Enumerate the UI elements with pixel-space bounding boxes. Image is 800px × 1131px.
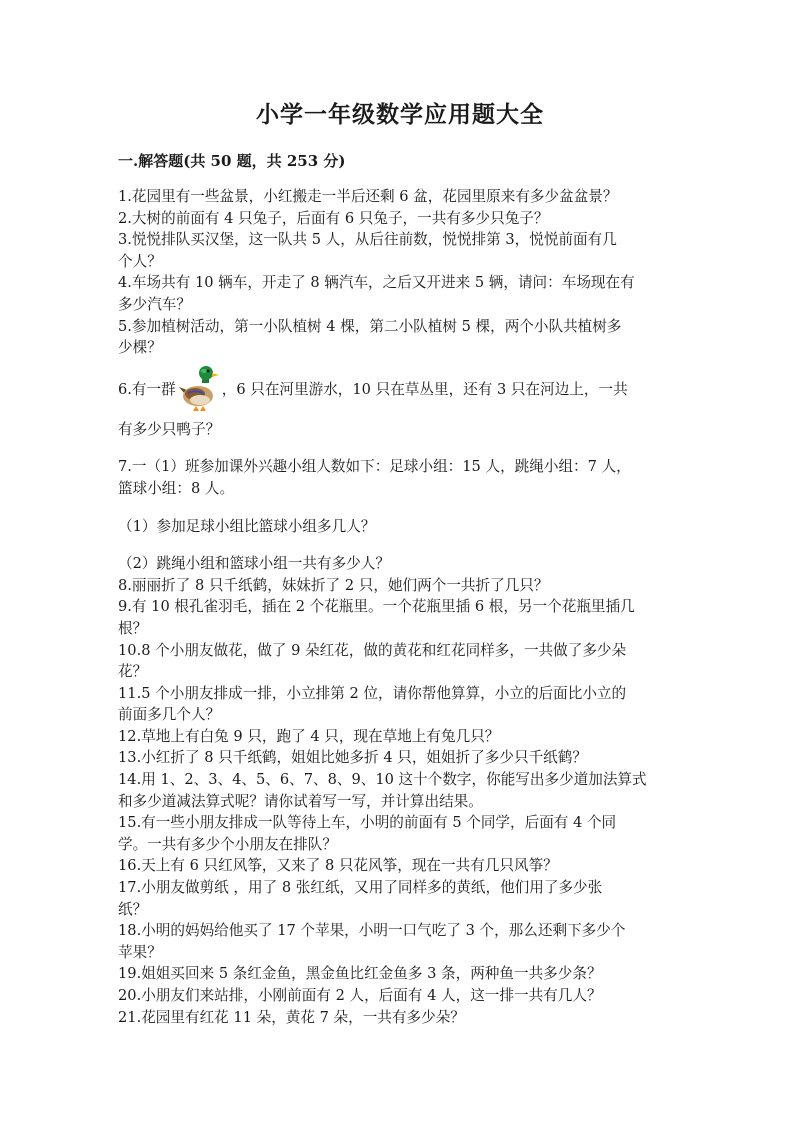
question-19: 19.姐姐买回来 5 条红金鱼，黑金鱼比红金鱼多 3 条，两种鱼一共多少条？	[118, 965, 602, 983]
section-heading: 一.解答题(共 50 题，共 253 分)	[118, 152, 346, 170]
duck-icon	[178, 363, 220, 413]
question-20: 20.小朋友们来站排，小刚前面有 2 人，后面有 4 人，这一排一共有几人？	[118, 987, 602, 1004]
question-6-line-1	[118, 365, 686, 415]
question-9-line-2: 根？	[118, 619, 148, 637]
page-title: 小学一年级数学应用题大全	[256, 101, 544, 128]
question-13: 13.小红折了 8 只千纸鹤，姐姐比她多折 4 只，姐姐折了多少只千纸鹤？	[118, 749, 587, 767]
question-6-text: ，6 只在河里游水，10 只在草丛里，还有 3 只在河边上，一共	[221, 380, 628, 398]
question-list	[118, 186, 686, 1028]
question-17-line-2: 纸？	[118, 900, 148, 918]
question-10-line-2: 花？	[118, 663, 148, 681]
question-6-prefix: 6.有一群	[118, 380, 176, 398]
question-7-line-2: 篮球小组：8 人。	[118, 479, 235, 497]
question-12: 12.草地上有白兔 9 只，跑了 4 只，现在草地上有兔几只？	[118, 727, 500, 745]
question-7-sub-2: （2）跳绳小组和篮球小组一共有多少人？	[118, 555, 390, 573]
question-4-line-1: 4.车场共有 10 辆车，开走了 8 辆汽车，之后又开进来 5 辆，请问：车场现在有	[118, 274, 635, 292]
question-14-line-1: 14.用 1、2、3、4、5、6、7、8、9、10 这十个数字，你能写出多少道加法算式	[118, 771, 647, 789]
question-10-line-1: 10.8 个小朋友做花，做了 9 朵红花，做的黄花和红花同样多，一共做了多少朵	[118, 641, 627, 659]
question-18-line-1: 18.小明的妈妈给他买了 17 个苹果，小明一口气吃了 3 个，那么还剩下多少个	[118, 922, 626, 940]
question-17-line-1: 17.小朋友做剪纸 ，用了 8 张红纸，又用了同样多的黄纸，他们用了多少张	[118, 879, 603, 897]
question-3-line-1: 3.悦悦排队买汉堡，这一队共 5 人，从后往前数，悦悦排第 3，悦悦前面有几	[118, 231, 617, 249]
question-16: 16.天上有 6 只红风筝，又来了 8 只花风筝，现在一共有几只风筝？	[118, 857, 558, 875]
question-5-line-2: 少棵？	[118, 339, 162, 357]
question-18-line-2: 苹果？	[118, 943, 162, 961]
question-8: 8.丽丽折了 8 只千纸鹤，妹妹折了 2 只，她们两个一共折了几只？	[118, 576, 549, 594]
question-11-line-1: 11.5 个小朋友排成一排，小立排第 2 位，请你帮他算算，小立的后面比小立的	[118, 684, 627, 702]
question-7-line-1: 7.一（1）班参加课外兴趣小组人数如下：足球小组：15 人，跳绳小组：7 人，	[118, 458, 631, 476]
question-4-line-2: 多少汽车？	[118, 295, 191, 313]
question-6-line-2: 有多少只鸭子？	[118, 420, 221, 438]
question-9-line-1: 9.有 10 根孔雀羽毛，插在 2 个花瓶里。一个花瓶里插 6 根，另一个花瓶里插几	[118, 598, 635, 616]
question-21: 21.花园里有红花 11 朵，黄花 7 朵，一共有多少朵？	[118, 1008, 465, 1026]
question-2: 2.大树的前面有 4 只兔子，后面有 6 只兔子，一共有多少只兔子？	[118, 209, 549, 227]
question-14-line-2: 和多少道减法算式呢？请你试着写一写，并计算出结果。	[118, 792, 483, 810]
question-11-line-2: 前面多几个人？	[118, 706, 221, 724]
question-15-line-1: 15.有一些小朋友排成一队等待上车，小明的前面有 5 个同学，后面有 4 个同	[118, 814, 617, 832]
question-15-line-2: 学。一共有多少个小朋友在排队？	[118, 835, 337, 853]
question-1: 1.花园里有一些盆景，小红搬走一半后还剩 6 盆，花园里原来有多少盆盆景？	[118, 188, 618, 205]
question-3-line-2: 个人？	[118, 252, 162, 270]
question-7-sub-1: （1）参加足球小组比篮球小组多几人？	[118, 517, 376, 535]
question-5-line-1: 5.参加植树活动，第一小队植树 4 棵，第二小队植树 5 棵，两个小队共植树多	[118, 317, 622, 335]
